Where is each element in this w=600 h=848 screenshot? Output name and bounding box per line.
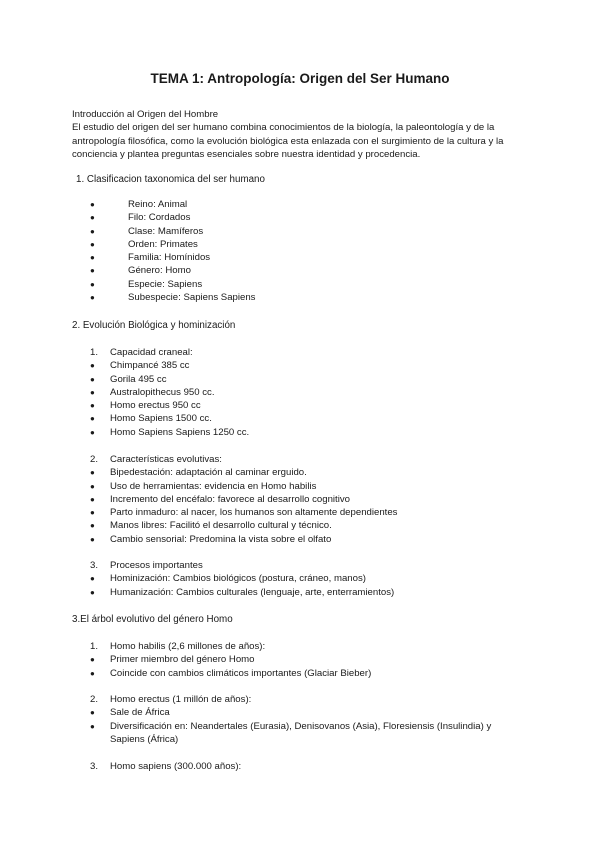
bullet-icon: ● (90, 239, 95, 249)
bullet-icon: ● (90, 708, 95, 718)
bullet-icon: ● (90, 427, 95, 437)
bullet-icon: ● (90, 574, 95, 584)
intro-block (72, 108, 532, 161)
bullet-icon: ● (90, 587, 95, 597)
bullet-icon: ● (90, 213, 95, 223)
page-title: TEMA 1: Antropología: Origen del Ser Humano (150, 71, 450, 86)
bullet-icon: ● (90, 293, 95, 303)
bullet-icon: ● (90, 253, 95, 263)
intro-heading: Introducción al Origen del Hombre (72, 109, 219, 120)
section-2-heading: 2. Evolución Biológica y hominización (72, 320, 236, 331)
bullet-icon: ● (90, 668, 95, 678)
section-1-heading: 1. Clasificacion taxonomica del ser humano (76, 174, 265, 185)
bullet-icon: ● (90, 387, 95, 397)
document-page: TEMA 1: Antropología: Origen del Ser Humano Introducción al Origen del Hombre El estudio del origen del ser humano combina conocimientos de la biología, la paleontología y de la antropología filosófica, como la evolución biológica esta enlazada con el surgimiento de la cultura y la conciencia y plantea preguntas esenciales sobre nuestra identidad y procedencia. 1. Clasificacion taxonomica del ser humano ● Reino: Animal ● Filo: Cordados ● Clase: Mamíferos ● Orden: Primates ● Familia: Homínidos ● Género: Homo ● Especie: Sapiens ● Subespecie: Sapiens Sapiens 2. Evolución Biológica y hominización 1. Capacidad craneal: ● Chimpancé 385 cc ● Gorila 495 cc ● Australopithecus 950 cc. ● Homo erectus 950 cc ● Homo Sapiens 1500 cc. ● Homo Sapiens Sapiens 1250 cc. 2. Características evolutivas: ● Bipedestación: adaptación al caminar erguido. ● Uso de herramientas: evidencia en Homo habilis ● Incremento del encéfalo: favorece al desarrollo cognitivo ● Parto inmaduro: al nacer, los humanos son altamente dependientes ● Manos libres: Facilitó el desarrollo cultural y técnico. ● Cambio sensorial: Predomina la vista sobre el olfato 3. Procesos importantes ● Hominización: Cambios biológicos (postura, cráneo, manos) ● Humanización: Cambios culturales (lenguaje, arte, enterramientos) 3.El árbol evolutivo del género Homo 1. Homo habilis (2,6 millones de años): ● Primer miembro del género Homo ● Coincide con cambios climáticos importantes (Glaciar Bieber) 2. Homo erectus (1 millón de años): ● Sale de África ● Diversificación en: Neandertales (Eurasia), Denisovanos (Asia), Floresiensis (Insulindia) y Sapiens (África) 3. Homo sapiens (300.000 años): (0, 0, 600, 848)
bullet-icon: ● (90, 494, 95, 504)
bullet-icon: ● (90, 401, 95, 411)
bullet-icon: ● (90, 508, 95, 518)
bullet-icon: ● (90, 721, 95, 731)
bullet-icon: ● (90, 655, 95, 665)
bullet-icon: ● (90, 374, 95, 384)
intro-paragraph: El estudio del origen del ser humano combina conocimientos de la biología, la paleontología y de la antropología filosófica, como la evolución biológica esta enlazada con el surgimiento de la cultura y la conciencia y plantea preguntas esenciales sobre nuestra identidad y procedencia. (72, 122, 504, 160)
bullet-icon: ● (90, 361, 95, 371)
bullet-icon: ● (90, 521, 95, 531)
bullet-icon: ● (90, 468, 95, 478)
bullet-icon: ● (90, 266, 95, 276)
bullet-icon: ● (90, 279, 95, 289)
bullet-icon: ● (90, 200, 95, 209)
bullet-icon: ● (90, 481, 95, 491)
bullet-icon: ● (90, 414, 95, 424)
bullet-icon: ● (90, 534, 95, 544)
section-3-heading: 3.El árbol evolutivo del género Homo (72, 614, 233, 625)
bullet-icon: ● (90, 226, 95, 236)
